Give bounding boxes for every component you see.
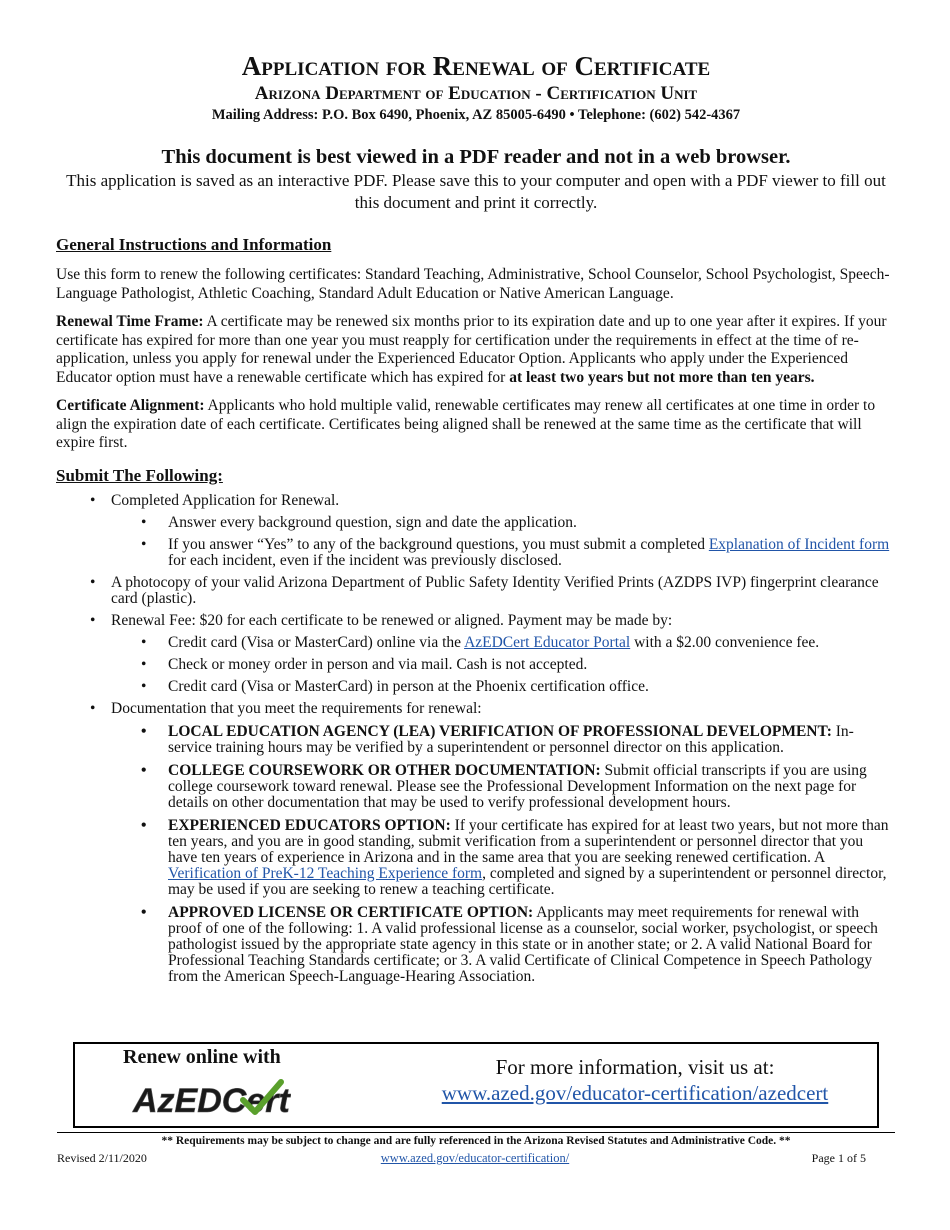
list-item [56,657,896,673]
lea-verification-label: LOCAL EDUCATION AGENCY (LEA) VERIFICATION OF PROFESSIONAL DEVELOPMENT: [168,722,832,740]
bullet-icon: • [141,535,147,553]
list-item [56,724,896,756]
bullet-icon: • [141,903,147,921]
bullet-icon: • [141,677,147,695]
explanation-of-incident-link[interactable]: Explanation of Incident form [708,535,890,553]
time-frame-bold-end: at least two years but not more than ten years. [509,368,815,386]
azedcert-portal-link[interactable]: AzEDCert Educator Portal [464,633,631,651]
alignment-label: Certificate Alignment: [56,397,205,414]
list-item [56,701,896,717]
footer-link[interactable]: www.azed.gov/educator-certification/ [380,1151,570,1165]
college-coursework-text: Submit official transcripts if you are using college coursework toward renewal. Please see the Professional Development Information on the next page for details on other documentation that may be used to verify professional development hours. [168,761,867,811]
bullet-icon: • [141,761,147,779]
submit-item-1-sub-1: Answer every background question, sign and date the application. [168,513,577,531]
page-number: Page 1 of 5 [811,1151,866,1165]
submit-item-2: A photocopy of your valid Arizona Department of Public Safety Identity Verified Prints (AZDPS IVP) fingerprint clearance card (plastic). [111,573,879,607]
azedcert-info-link[interactable]: www.azed.gov/educator-certification/azedcert [441,1081,829,1105]
bullet-icon: • [141,816,147,834]
list-item [56,515,896,531]
page-subtitle: Arizona Department of Education - Certification Unit [254,83,698,104]
list-item [56,763,896,811]
list-item [56,613,896,629]
list-item [56,575,896,607]
approved-license-text: Applicants may meet requirements for renewal with proof of one of the following: 1. A valid professional license as a counselor, social worker, psychologist, or speech pathologist issued by the appropriate state agency in this state or in another state; or 2. A valid National Board for Professional Teaching Standards certificate; or 3. A valid Certificate of Clinical Competence in Speech Pathology from the American Speech-Language-Hearing Association. [168,903,878,985]
bullet-icon: • [90,491,96,509]
time-frame-paragraph [56,313,896,387]
alignment-text: Applicants who hold multiple valid, renewable certificates may renew all certificates at one time in order to align the expiration date of each certificate. Certificates being aligned shall be renewed at the same time as the certificate that will expire first. [56,397,876,451]
list-item [56,635,896,651]
lea-verification-text: In-service training hours may be verified by a superintendent or personnel director on this application. [168,722,854,756]
bullet-icon: • [141,722,147,740]
payment-online-text: Credit card (Visa or MasterCard) online via the [168,633,465,651]
alignment-paragraph [56,397,896,453]
more-info-text: For more information, visit us at: [495,1055,775,1079]
more-info-block [435,1054,835,1106]
footer-note: ** Requirements may be subject to change and are fully referenced in the Arizona Revised Statutes and Administrative Code. ** [161,1135,791,1147]
renew-online-label: Renew online with [123,1046,281,1068]
submit-item-3: Renewal Fee: $20 for each certificate to be renewed or aligned. Payment may be made by: [111,611,673,629]
document-page [56,50,896,985]
submit-item-1-sub-2-text: If you answer “Yes” to any of the background questions, you must submit a completed [168,535,709,553]
footer-divider [57,1132,895,1133]
payment-check: Check or money order in person and via mail. Cash is not accepted. [168,655,588,673]
submit-item-1: Completed Application for Renewal. [111,491,340,509]
bullet-icon: • [141,633,147,651]
submit-heading: Submit The Following: [56,465,223,485]
verification-teaching-experience-link[interactable]: Verification of PreK-12 Teaching Experience form [168,864,483,882]
bullet-icon: • [141,655,147,673]
revised-date: Revised 2/11/2020 [57,1151,147,1165]
submit-item-4: Documentation that you meet the requirements for renewal: [111,699,482,717]
bullet-icon: • [90,699,96,717]
experienced-educators-post: , completed and signed by a superintendent or personnel director, may be used if you are seeking to renew a teaching certificate. [168,864,887,898]
pdf-notice-text: This application is saved as an interactive PDF. Please save this to your computer and open with a PDF viewer to fill out this document and print it correctly. [66,171,886,212]
time-frame-label: Renewal Time Frame: [56,313,204,330]
mailing-address: Mailing Address: P.O. Box 6490, Phoenix, AZ 85005-6490 • Telephone: (602) 542-4367 [211,107,741,123]
list-item [56,818,896,898]
renew-online-box [73,1042,879,1128]
list-item [56,679,896,695]
experienced-educators-label: EXPERIENCED EDUCATORS OPTION: [168,816,451,834]
general-instructions-heading: General Instructions and Information [56,235,332,254]
intro-paragraph: Use this form to renew the following certificates: Standard Teaching, Administrative, School Counselor, School Psychologist, Speech-Language Pathologist, Athletic Coaching, Standard Adult Education or Native American Language. [56,266,890,302]
azedcert-logo-text: AzEDCert [133,1082,290,1120]
experienced-educators-text: If your certificate has expired for at least two years, but not more than ten years, and you are in good standing, submit verification from a superintendent or personnel director that you have ten years of experience in Arizona and in the same area that you are seeking renewed certification. A [168,816,889,866]
list-item [56,493,896,509]
approved-license-label: APPROVED LICENSE OR CERTIFICATE OPTION: [168,903,534,921]
submit-list [56,493,896,985]
pdf-notice-heading: This document is best viewed in a PDF reader and not in a web browser. [161,146,791,168]
list-item [56,537,896,569]
college-coursework-label: COLLEGE COURSEWORK OR OTHER DOCUMENTATION: [168,761,601,779]
bullet-icon: • [90,573,96,591]
bullet-icon: • [141,513,147,531]
payment-online-post: with a $2.00 convenience fee. [630,633,820,651]
time-frame-text: A certificate may be renewed six months prior to its expiration date and up to one year after it expires. If your certificate has expired for more than one year you must reapply for certification under the requirements in effect at the time of re-application, unless you apply for renewal under the Experienced Educator Option. Applicants who apply under the Experienced Educator option must have a renewable certificate which has expired for [56,313,887,386]
page-title: Application for Renewal of Certificate [241,51,711,81]
payment-in-person: Credit card (Visa or MasterCard) in person at the Phoenix certification office. [168,677,649,695]
azedcert-logo-icon[interactable] [131,1076,291,1120]
submit-item-1-sub-2-post: for each incident, even if the incident was previously disclosed. [168,551,562,569]
bullet-icon: • [90,611,96,629]
list-item [56,905,896,985]
